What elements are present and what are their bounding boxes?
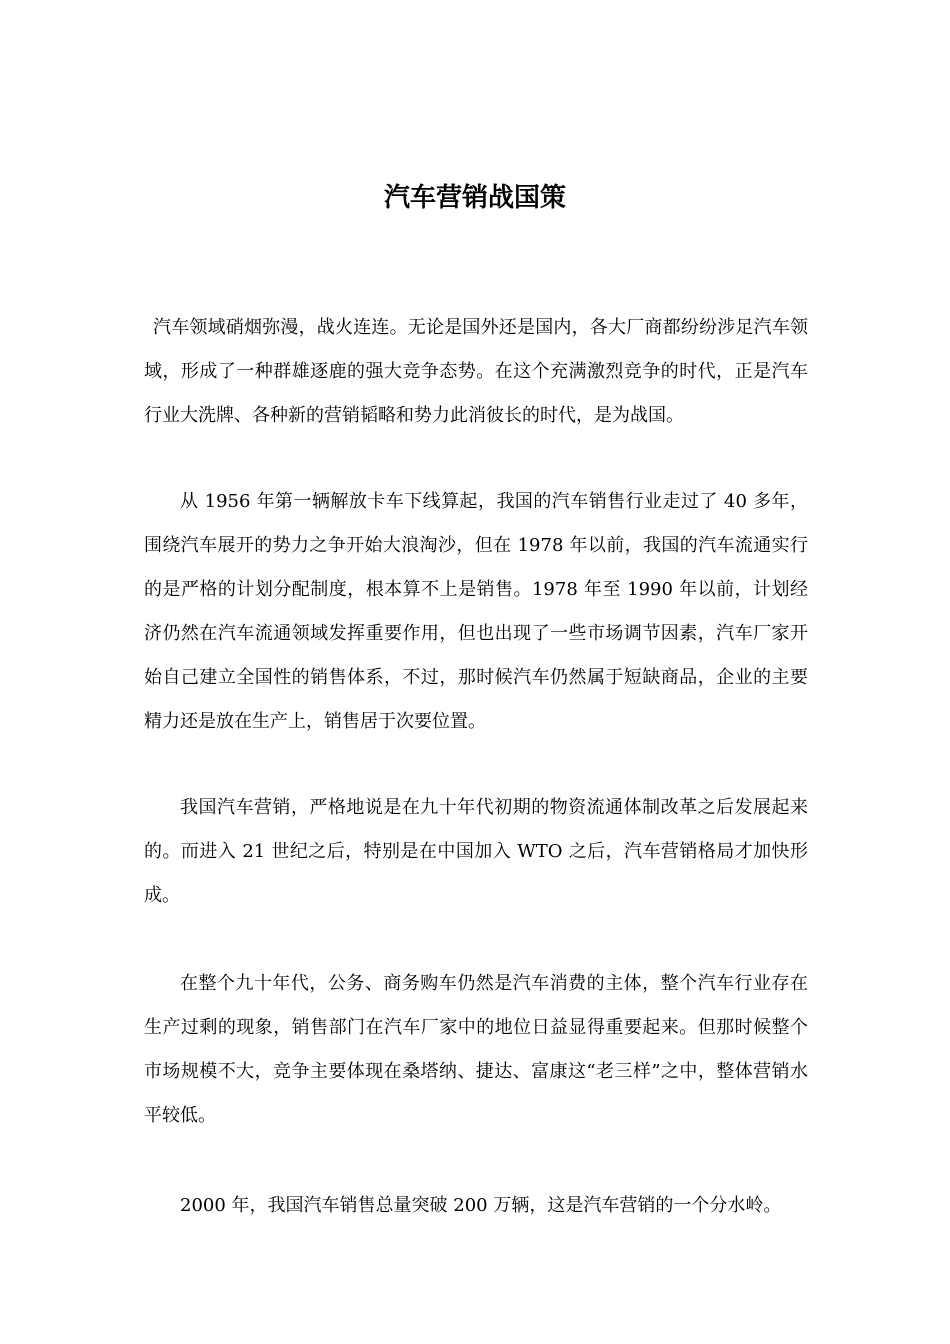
- paragraph-5: 2000 年，我国汽车销售总量突破 200 万辆，这是汽车营销的一个分水岭。: [180, 1195, 782, 1216]
- document-title: 汽车营销战国策: [383, 183, 566, 213]
- paragraph-2: 从 1956 年第一辆解放卡车下线算起，我国的汽车销售行业走过了 40 多年，围绕汽车展开的势力之争开始大浪淘沙，但在 1978 年以前，我国的汽车流通实行的是严格的计划分配制度，根本算不上是销售。1978 年至 1990 年以前，计划经济仍然在汽车流通领域发挥重要作用，但也出现了一些市场调节因素，汽车厂家开始自己建立全国性的销售体系，不过，那时候汽车仍然属于短缺商品，企业的主要精力还是放在生产上，销售居于次要位置。: [144, 491, 808, 732]
- paragraph-1: 汽车领域硝烟弥漫，战火连连。无论是国外还是国内，各大厂商都纷纷涉足汽车领域，形成了一种群雄逐鹿的强大竞争态势。在这个充满激烈竞争的时代，正是汽车行业大洗牌、各种新的营销韬略和势力此消彼长的时代，是为战国。: [144, 317, 808, 426]
- paragraph-4: 在整个九十年代，公务、商务购车仍然是汽车消费的主体，整个汽车行业存在生产过剩的现象，销售部门在汽车厂家中的地位日益显得重要起来。但那时候整个市场规模不大，竞争主要体现在桑塔纳、捷达、富康这“老三样”之中，整体营销水平较低。: [144, 973, 808, 1126]
- paragraph-3: 我国汽车营销，严格地说是在九十年代初期的物资流通体制改革之后发展起来的。而进入 21 世纪之后，特别是在中国加入 WTO 之后，汽车营销格局才加快形成。: [144, 797, 808, 906]
